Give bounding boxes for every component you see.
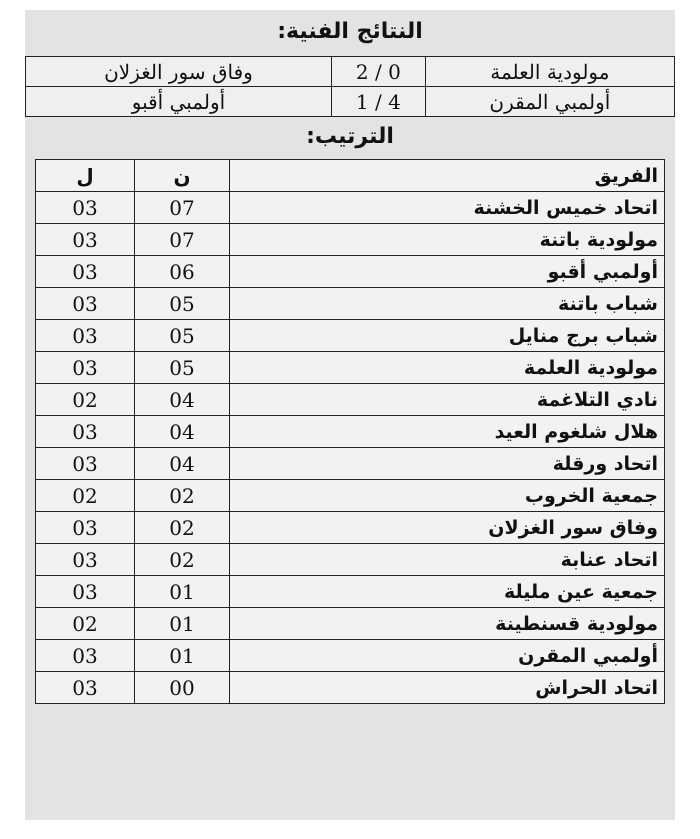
result-away-team: أولمبي أقبو — [26, 87, 332, 117]
standings-points: 02 — [135, 544, 230, 576]
standings-row — [36, 256, 665, 288]
standings-points: 07 — [135, 192, 230, 224]
standings-points: 04 — [135, 448, 230, 480]
standings-team: مولودية العلمة — [230, 352, 665, 384]
header-played: ل — [36, 160, 135, 192]
standings-points: 05 — [135, 288, 230, 320]
standings-header-row — [36, 160, 665, 192]
standings-played: 03 — [36, 512, 135, 544]
standings-played: 03 — [36, 416, 135, 448]
standings-points: 04 — [135, 384, 230, 416]
standings-row — [36, 448, 665, 480]
standings-team: اتحاد خميس الخشنة — [230, 192, 665, 224]
standings-row — [36, 352, 665, 384]
standings-points: 02 — [135, 480, 230, 512]
standings-team: جمعية الخروب — [230, 480, 665, 512]
standings-row — [36, 288, 665, 320]
standings-points: 04 — [135, 416, 230, 448]
standings-played: 03 — [36, 224, 135, 256]
standings-row — [36, 512, 665, 544]
standings-team: مولودية باتنة — [230, 224, 665, 256]
standings-played: 03 — [36, 640, 135, 672]
standings-played: 03 — [36, 448, 135, 480]
standings-team: اتحاد عنابة — [230, 544, 665, 576]
standings-points: 02 — [135, 512, 230, 544]
standings-team: نادي التلاغمة — [230, 384, 665, 416]
header-team: الفريق — [230, 160, 665, 192]
standings-points: 06 — [135, 256, 230, 288]
standings-played: 02 — [36, 384, 135, 416]
standings-points: 01 — [135, 576, 230, 608]
standings-played: 02 — [36, 480, 135, 512]
standings-row — [36, 672, 665, 704]
standings-row — [36, 544, 665, 576]
standings-row — [36, 480, 665, 512]
result-score: 4 / 1 — [331, 87, 425, 117]
standings-team: وفاق سور الغزلان — [230, 512, 665, 544]
standings-row — [36, 608, 665, 640]
standings-row — [36, 640, 665, 672]
standings-team: شباب باتنة — [230, 288, 665, 320]
standings-row — [36, 224, 665, 256]
standings-table — [35, 159, 665, 704]
header-points: ن — [135, 160, 230, 192]
result-home-team: مولودية العلمة — [425, 57, 674, 87]
standings-played: 03 — [36, 544, 135, 576]
standings-row — [36, 576, 665, 608]
standings-points: 05 — [135, 352, 230, 384]
standings-played: 03 — [36, 576, 135, 608]
standings-team: أولمبي المقرن — [230, 640, 665, 672]
standings-points: 00 — [135, 672, 230, 704]
standings-points: 01 — [135, 640, 230, 672]
standings-row — [36, 384, 665, 416]
standings-row — [36, 192, 665, 224]
standings-team: شباب برج منايل — [230, 320, 665, 352]
result-away-team: وفاق سور الغزلان — [26, 57, 332, 87]
standings-played: 03 — [36, 256, 135, 288]
standings-points: 01 — [135, 608, 230, 640]
result-row — [26, 57, 675, 87]
result-home-team: أولمبي المقرن — [425, 87, 674, 117]
standings-played: 03 — [36, 320, 135, 352]
results-title: النتائج الفنية: — [277, 19, 423, 44]
result-row — [26, 87, 675, 117]
result-score: 0 / 2 — [331, 57, 425, 87]
standings-team: جمعية عين مليلة — [230, 576, 665, 608]
standings-played: 03 — [36, 672, 135, 704]
standings-team: اتحاد ورقلة — [230, 448, 665, 480]
standings-row — [36, 416, 665, 448]
standings-row — [36, 320, 665, 352]
sports-results-sheet — [25, 10, 675, 820]
standings-played: 03 — [36, 192, 135, 224]
standings-played: 03 — [36, 288, 135, 320]
standings-played: 02 — [36, 608, 135, 640]
standings-played: 03 — [36, 352, 135, 384]
standings-points: 05 — [135, 320, 230, 352]
standings-team: هلال شلغوم العيد — [230, 416, 665, 448]
standings-points: 07 — [135, 224, 230, 256]
ranking-title: الترتيب: — [306, 124, 394, 149]
standings-team: أولمبي أقبو — [230, 256, 665, 288]
results-table — [25, 56, 675, 117]
standings-team: اتحاد الحراش — [230, 672, 665, 704]
standings-team: مولودية قسنطينة — [230, 608, 665, 640]
